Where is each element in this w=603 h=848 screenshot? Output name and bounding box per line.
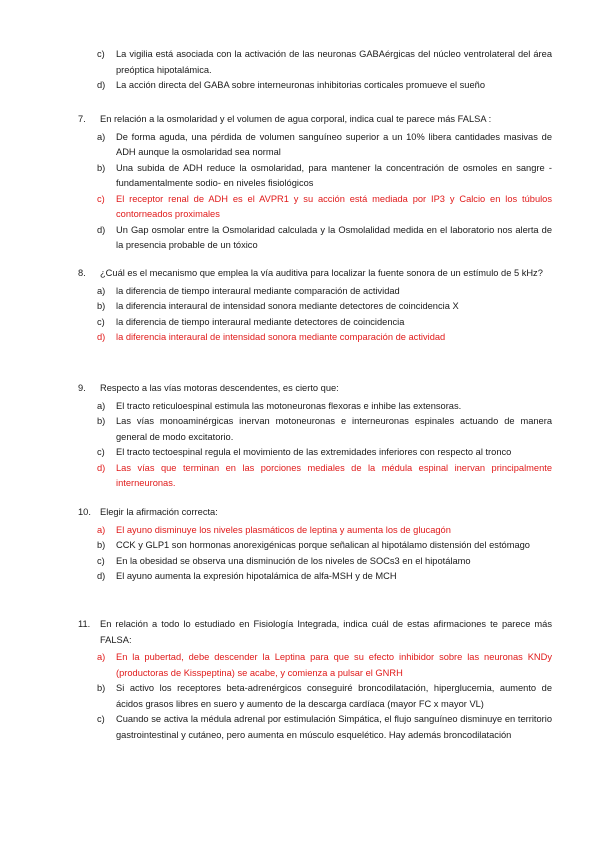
option-letter: c) [97,447,105,457]
option-letter: c) [97,49,105,59]
question-stem [0,381,603,397]
option-8d-answer [0,330,603,346]
option-text: CCK y GLP1 son hormonas anorexigénicas porque señalican al hipotálamo distensión del estómago [116,540,530,550]
option-text: El tracto tectoespinal regula el movimiento de las extremidades inferiores con respecto al tronco [116,447,512,457]
option-text: Un Gap osmolar entre la Osmolaridad calculada y la Osmolalidad medida en el laboratorio nos alerta de la presencia probable de un tóxico [116,224,552,250]
option-9d-answer [0,461,603,492]
option-6d [0,78,603,94]
option-text: La acción directa del GABA sobre interneuronas inhibitorias corticales promueve el sueño [116,80,485,90]
option-text: Las vías que terminan en las porciones mediales de la médula espinal inervan principalmente interneuronas. [116,462,552,488]
option-7c-answer [0,192,603,223]
option-letter: a) [97,285,106,296]
question-stem [0,112,603,128]
option-letter: d) [97,462,106,473]
question-number: 9. [78,383,86,393]
question-text: Elegir la afirmación correcta: [100,507,218,517]
option-11a-answer [0,650,603,681]
option-text: Una subida de ADH reduce la osmolaridad, para mantener la concentración de osmoles en sangre -fundamentalmente sodio- en niveles fisiológicos [116,162,552,188]
option-9c [0,445,603,461]
question-text: En relación a todo lo estudiado en Fisiología Integrada, indica cuál de estas afirmaciones te parece más FALSA: [100,619,552,645]
option-text: la diferencia interaural de intensidad sonora mediante comparación de actividad [116,332,446,342]
option-9b [0,414,603,445]
question-text: ¿Cuál es el mecanismo que emplea la vía auditiva para localizar la fuente sonora de un estímulo de 5 kHz? [100,268,543,278]
option-text: la diferencia de tiempo interaural mediante comparación de actividad [116,285,400,296]
question-number: 11. [78,619,91,629]
option-text: la diferencia interaural de intensidad sonora mediante detectores de coincidencia X [116,301,459,311]
option-text: En la pubertad, debe descender la Leptina para que su efecto inhibidor sobre las neuronas KNDy (productoras de Kisspeptina) se acabe, y comienza a pulsar el GNRH [116,652,552,678]
option-10d [0,569,603,585]
option-letter: b) [97,540,106,550]
option-7b [0,161,603,192]
option-letter: c) [97,714,105,724]
option-letter: a) [97,131,106,142]
question-number: 8. [78,268,86,278]
question-9 [0,381,603,492]
option-8b [0,299,603,315]
option-letter: d) [97,80,106,90]
option-letter: d) [97,224,106,235]
option-text: El receptor renal de ADH es el AVPR1 y su acción está mediada por IP3 y Calcio en los túbulos contorneados proximales [116,193,552,219]
question-text: En relación a la osmolaridad y el volumen de agua corporal, indica cual te parece más FALSA : [100,114,492,124]
question-7 [0,112,603,254]
option-text: De forma aguda, una pérdida de volumen sanguíneo superior a un 10% libera cantidades masivas de ADH aunque la osmolaridad sea normal [116,131,552,157]
option-7a [0,130,603,161]
option-11c [0,712,603,743]
option-9a [0,399,603,415]
option-letter: b) [97,416,106,426]
question-stem [0,617,603,648]
option-letter: b) [97,301,106,311]
option-text: El ayuno disminuye los niveles plasmáticos de leptina y aumenta los de glucagón [116,524,451,535]
option-letter: a) [97,524,106,535]
option-text: la diferencia de tiempo interaural mediante detectores de coincidencia [116,316,405,327]
option-text: Las vías monoaminérgicas inervan motoneuronas e interneuronas espinales actuando de manera general de modo excitatorio. [116,416,552,442]
option-letter: c) [97,193,105,204]
question-11 [0,617,603,743]
option-8a [0,284,603,300]
option-text: Cuando se activa la médula adrenal por estimulación Simpática, el flujo sanguíneo disminuye en territorio gastrointestinal y cutáneo, pero aumenta en músculo esquelético. Hay además broncodilatación [116,714,552,740]
option-letter: b) [97,162,106,173]
option-10a-answer [0,523,603,539]
option-letter: c) [97,316,105,327]
option-text: Si activo los receptores beta-adrenérgicos conseguiré broncodilatación, hiperglucemia, aumento de ácidos grasos libres en suero y aumento de la descarga cardíaca (mayor FC x mayor VL) [116,683,552,709]
option-6c [0,47,603,78]
option-letter: c) [97,555,105,566]
question-8 [0,266,603,346]
question-number: 7. [78,114,86,124]
option-text: El tracto reticuloespinal estimula las motoneuronas flexoras e inhibe las extensoras. [116,400,462,411]
option-text: El ayuno aumenta la expresión hipotalámica de alfa-MSH y de MCH [116,571,397,581]
option-letter: d) [97,571,106,581]
option-letter: b) [97,683,106,693]
option-7d [0,223,603,254]
option-letter: a) [97,652,106,662]
option-8c [0,315,603,331]
question-stem [0,505,603,521]
option-text: En la obesidad se observa una disminución de los niveles de SOCs3 en el hipotálamo [116,555,471,566]
question-text: Respecto a las vías motoras descendentes, es cierto que: [100,383,339,393]
option-letter: a) [97,400,106,411]
option-letter: d) [97,332,106,342]
option-11b [0,681,603,712]
option-text: La vigilia está asociada con la activación de las neuronas GABAérgicas del núcleo ventrolateral del área preóptica hipotalámica. [116,49,552,75]
question-number: 10. [78,507,91,517]
question-stem [0,266,603,282]
option-10c [0,554,603,570]
option-10b [0,538,603,554]
previous-question-options [0,47,603,94]
question-10 [0,505,603,585]
